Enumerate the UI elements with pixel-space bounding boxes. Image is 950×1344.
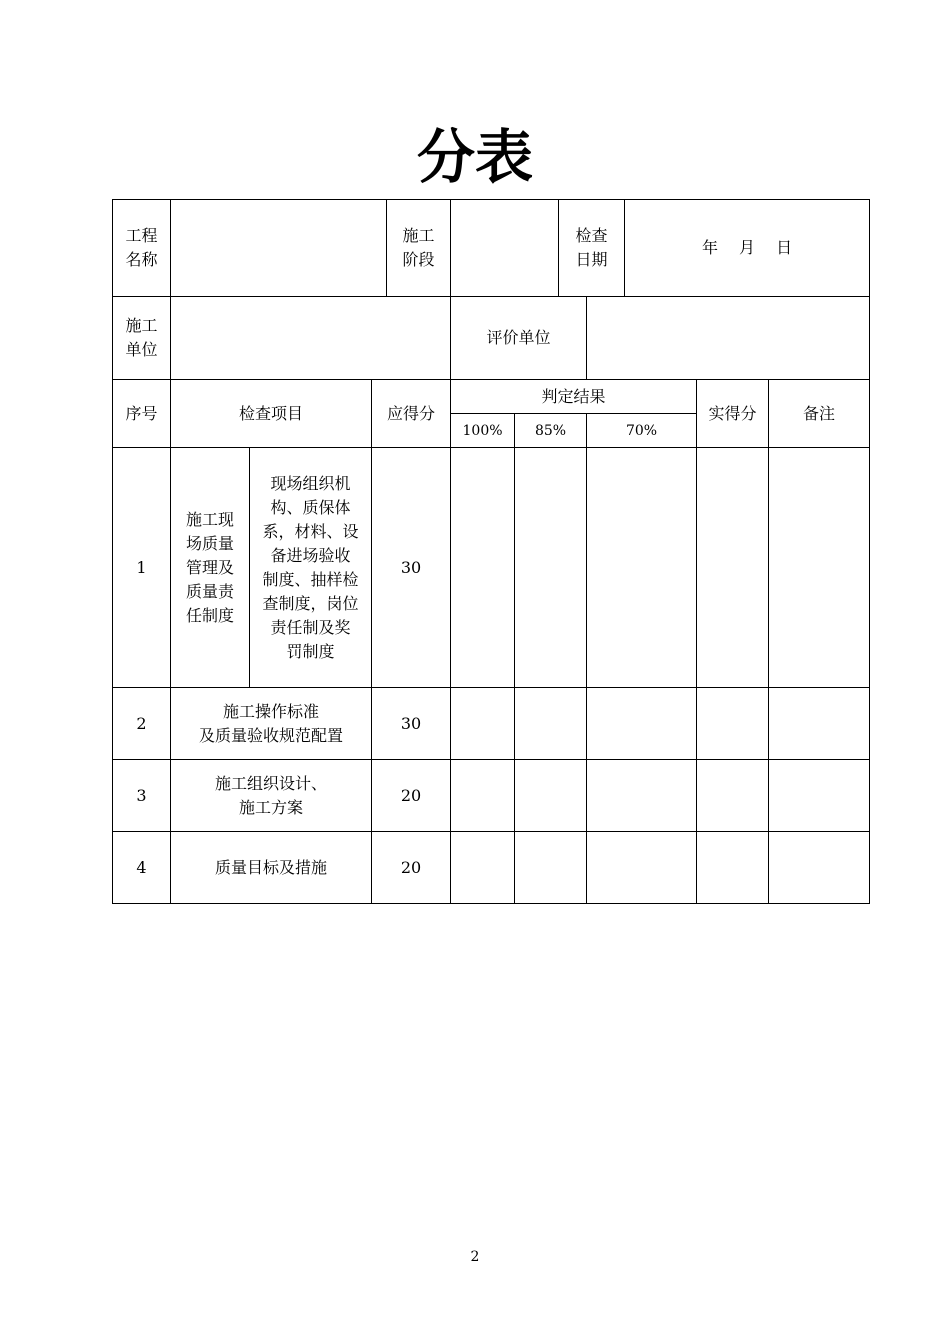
project-name-field[interactable] <box>171 200 387 297</box>
row-cell-remark[interactable] <box>769 448 870 688</box>
row-cell-actual[interactable] <box>697 688 769 760</box>
header-row-project <box>113 200 870 297</box>
row-cell-85[interactable] <box>515 448 587 688</box>
row-item: 质量目标及措施 <box>171 832 372 904</box>
col-header-item: 检查项目 <box>171 380 372 448</box>
date-label-text: 检查 日期 <box>575 226 608 269</box>
stage-label <box>387 200 451 297</box>
row-cell-70[interactable] <box>587 448 697 688</box>
row-cell-100[interactable] <box>451 688 515 760</box>
row-cell-85[interactable] <box>515 688 587 760</box>
row-cell-100[interactable] <box>451 448 515 688</box>
contractor-label <box>113 297 171 380</box>
row-score-due: 30 <box>372 688 451 760</box>
stage-field[interactable] <box>451 200 559 297</box>
inspection-form-table <box>112 199 870 904</box>
contractor-field[interactable] <box>171 297 451 380</box>
row-item-detail-text: 现场组织机 构、质保体 系，材料、设 备进场验收 制度、抽样检 查制度，岗位 责任制及奖 罚制度 <box>262 473 359 661</box>
row-cell-85[interactable] <box>515 832 587 904</box>
table-row <box>113 688 870 760</box>
row-item <box>171 760 372 832</box>
col-header-judgement: 判定结果 <box>451 380 697 414</box>
row-seq: 4 <box>113 832 171 904</box>
row-item-group-text: 施工现 场质量 管理及 质量责 任制度 <box>185 509 234 625</box>
row-cell-remark[interactable] <box>769 832 870 904</box>
table-row <box>113 760 870 832</box>
row-cell-70[interactable] <box>587 688 697 760</box>
row-cell-remark[interactable] <box>769 688 870 760</box>
row-item-group <box>171 448 250 688</box>
row-seq: 3 <box>113 760 171 832</box>
row-score-due: 20 <box>372 760 451 832</box>
row-seq: 2 <box>113 688 171 760</box>
row-cell-100[interactable] <box>451 832 515 904</box>
evaluator-field[interactable] <box>587 297 870 380</box>
stage-label-text: 施工 阶段 <box>402 226 435 269</box>
row-item-detail <box>250 448 372 688</box>
col-header-pct-85: 85% <box>515 414 587 448</box>
project-name-label-text: 工程 名称 <box>125 226 158 269</box>
table-row <box>113 448 870 688</box>
row-cell-70[interactable] <box>587 760 697 832</box>
table-row <box>113 832 870 904</box>
row-cell-actual[interactable] <box>697 832 769 904</box>
page-number: 2 <box>470 1249 480 1265</box>
row-item <box>171 688 372 760</box>
contractor-label-text: 施工 单位 <box>125 316 158 359</box>
row-cell-100[interactable] <box>451 760 515 832</box>
row-item-text: 施工组织设计、 施工方案 <box>214 773 327 817</box>
header-row-contractor <box>113 297 870 380</box>
row-cell-actual[interactable] <box>697 760 769 832</box>
row-cell-70[interactable] <box>587 832 697 904</box>
date-label <box>559 200 625 297</box>
col-header-seq: 序号 <box>113 380 171 448</box>
row-score-due: 30 <box>372 448 451 688</box>
col-header-remark: 备注 <box>769 380 870 448</box>
col-header-pct-100: 100% <box>451 414 515 448</box>
col-header-score-due: 应得分 <box>372 380 451 448</box>
row-item-text: 施工操作标准 及质量验收规范配置 <box>198 701 343 745</box>
project-name-label <box>113 200 171 297</box>
row-cell-85[interactable] <box>515 760 587 832</box>
page-title: 分表 <box>416 123 533 191</box>
row-cell-remark[interactable] <box>769 760 870 832</box>
date-field[interactable]: 年 月 日 <box>625 200 870 297</box>
column-header-row-1 <box>113 380 870 414</box>
row-score-due: 20 <box>372 832 451 904</box>
evaluator-label: 评价单位 <box>451 297 587 380</box>
row-seq: 1 <box>113 448 171 688</box>
col-header-pct-70: 70% <box>587 414 697 448</box>
row-cell-actual[interactable] <box>697 448 769 688</box>
col-header-score-actual: 实得分 <box>697 380 769 448</box>
